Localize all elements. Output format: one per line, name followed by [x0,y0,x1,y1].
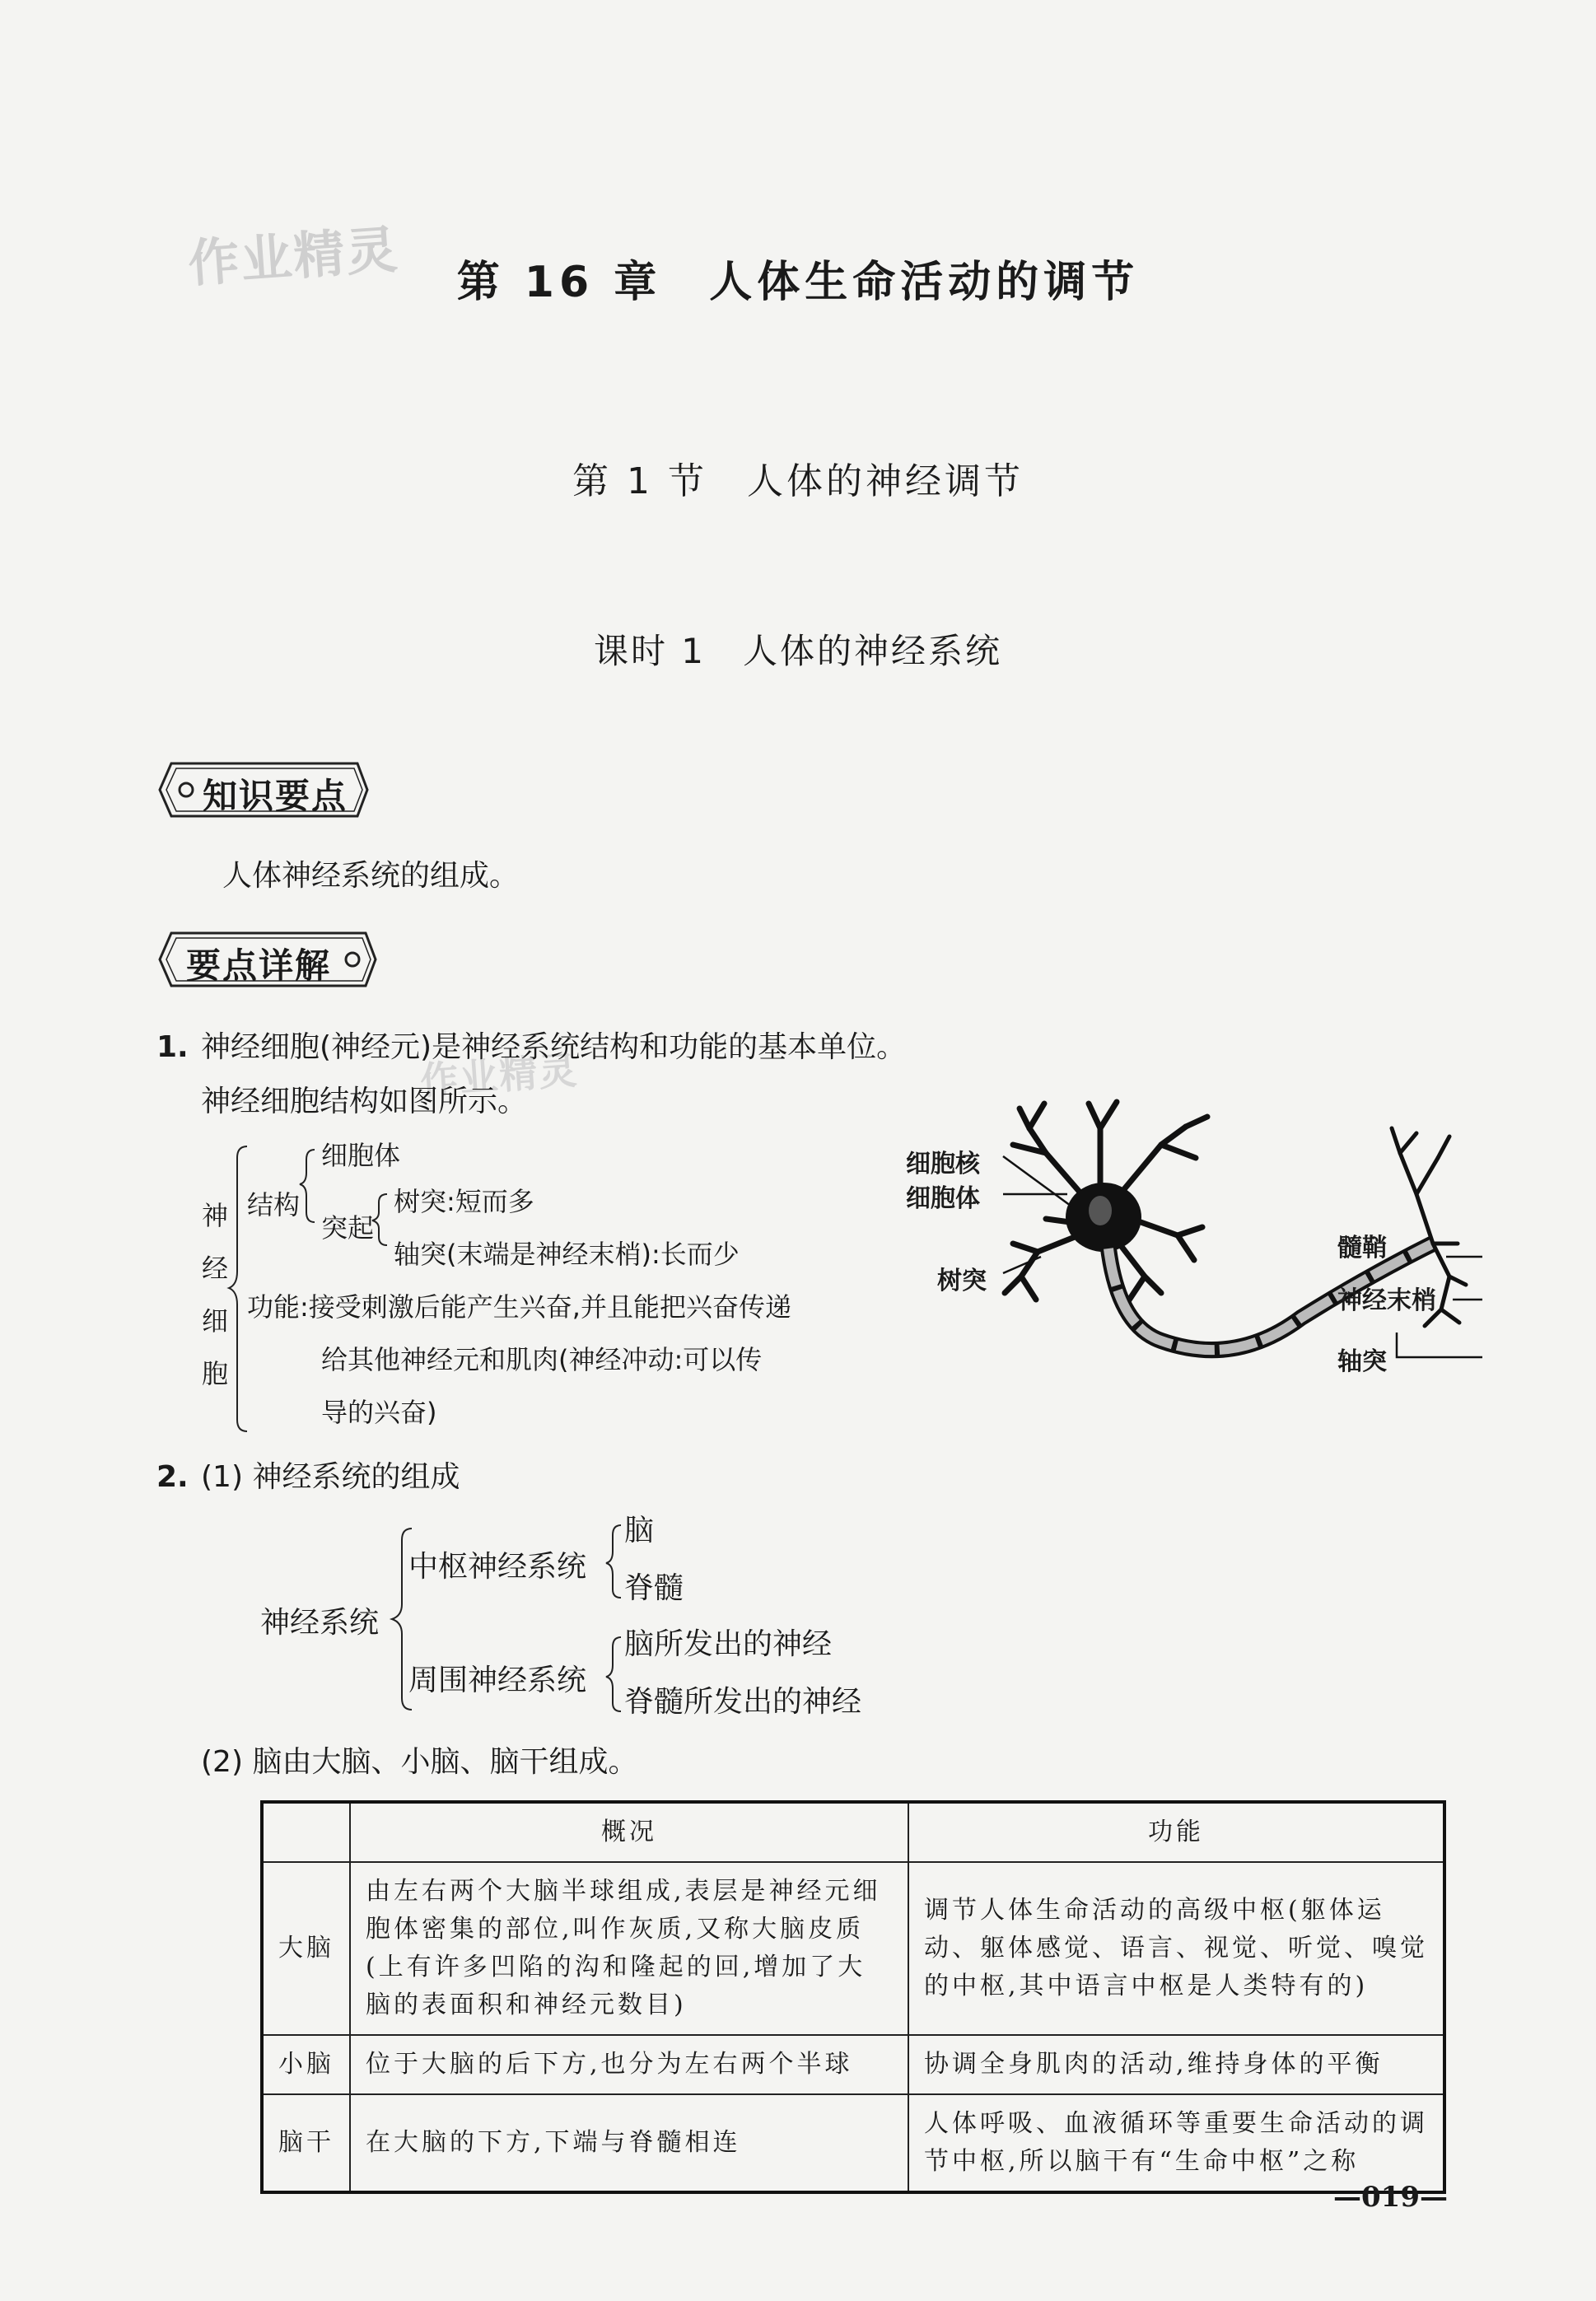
brain-label: 脑 [624,1514,655,1547]
label-nerve-ending: 神经末梢 [1337,1286,1436,1315]
chapter-title: 第 16 章 人体生命活动的调节 [456,258,1140,307]
table-row [262,2094,1444,2192]
table-header-empty [262,1802,350,1862]
row-overview: 由左右两个大脑半球组成,表层是神经元细胞体密集的部位,叫作灰质,又称大脑皮质(上有许多凹陷的沟和隆起的回,增加了大脑的表面积和神经元数目) [350,1862,908,2035]
nervous-system-tree [260,1512,936,1734]
item1-number: 1. [156,1030,189,1064]
label-myelin: 髓鞘 [1337,1234,1387,1263]
page-number: —019— [1333,2181,1448,2214]
table-row [262,2035,1444,2094]
root-char: 神 [201,1200,228,1231]
section-title: 第 1 节 人体的神经调节 [572,460,1024,502]
neuron-diagram [906,1079,1482,1392]
neuron-illustration [906,1079,1482,1392]
table-header-row [262,1802,1444,1862]
central-nervous-system: 中枢神经系统 [408,1550,587,1584]
structure-label: 结构 [247,1189,301,1221]
root-char: 细 [201,1305,228,1337]
dendrite-text: 树突:短而多 [394,1186,534,1217]
label-cell-body: 细胞体 [906,1184,980,1213]
table-header-function: 功能 [908,1802,1444,1862]
label-nucleus: 细胞核 [906,1150,980,1179]
spinal-nerves-label: 脊髓所发出的神经 [624,1685,862,1719]
cranial-nerves-label: 脑所发出的神经 [624,1627,833,1661]
cell-body-label: 细胞体 [321,1140,401,1171]
process-label: 突起 [321,1212,375,1244]
row-overview: 位于大脑的后下方,也分为左右两个半球 [350,2035,908,2094]
watermark-secondary: 作业精灵 [418,1048,580,1104]
row-function: 调节人体生命活动的高级中枢(躯体运动、躯体感觉、语言、视觉、听觉、嗅觉的中枢,其中语言中枢是人类特有的) [908,1862,1444,2035]
item2-part1-title: (1) 神经系统的组成 [201,1460,460,1494]
item2-number: 2. [156,1460,189,1494]
function-line2: 给其他神经元和肌肉(神经冲动:可以传 [321,1344,763,1375]
peripheral-nervous-system: 周围神经系统 [408,1664,587,1697]
item1-line2: 神经细胞结构如图所示。 [201,1085,528,1118]
knowledge-points-text: 人体神经系统的组成。 [222,859,520,893]
watermark: 作业精灵 [186,219,401,294]
root-char: 经 [201,1253,228,1284]
nervous-system-root: 神经系统 [260,1606,380,1640]
lesson-title: 课时 1 人体的神经系统 [593,631,1003,671]
item1-line1: 神经细胞(神经元)是神经系统结构和功能的基本单位。 [201,1030,907,1064]
table-header-overview: 概况 [350,1802,908,1862]
axon-text: 轴突(末端是神经末梢):长而少 [394,1239,740,1270]
key-points-banner [156,931,379,988]
function-line1: 功能:接受刺激后能产生兴奋,并且能把兴奋传递 [247,1291,791,1323]
row-name: 大脑 [262,1862,350,2035]
neuron-tree [201,1140,876,1445]
table-row [262,1862,1444,2035]
knowledge-points-label: 知识要点 [203,776,348,816]
root-char: 胞 [201,1358,228,1389]
row-name: 小脑 [262,2035,350,2094]
label-axon: 轴突 [1337,1347,1387,1376]
spinal-cord-label: 脊髓 [624,1571,684,1605]
label-dendrite: 树突 [937,1267,987,1295]
row-function: 人体呼吸、血液循环等重要生命活动的调节中枢,所以脑干有“生命中枢”之称 [908,2094,1444,2192]
brain-table [260,1800,1446,2194]
knowledge-points-banner [156,761,371,819]
function-line3: 导的兴奋) [321,1397,437,1428]
key-points-label: 要点详解 [186,945,332,986]
item2-part2-title: (2) 脑由大脑、小脑、脑干组成。 [201,1745,638,1779]
row-name: 脑干 [262,2094,350,2192]
row-function: 协调全身肌肉的活动,维持身体的平衡 [908,2035,1444,2094]
row-overview: 在大脑的下方,下端与脊髓相连 [350,2094,908,2192]
